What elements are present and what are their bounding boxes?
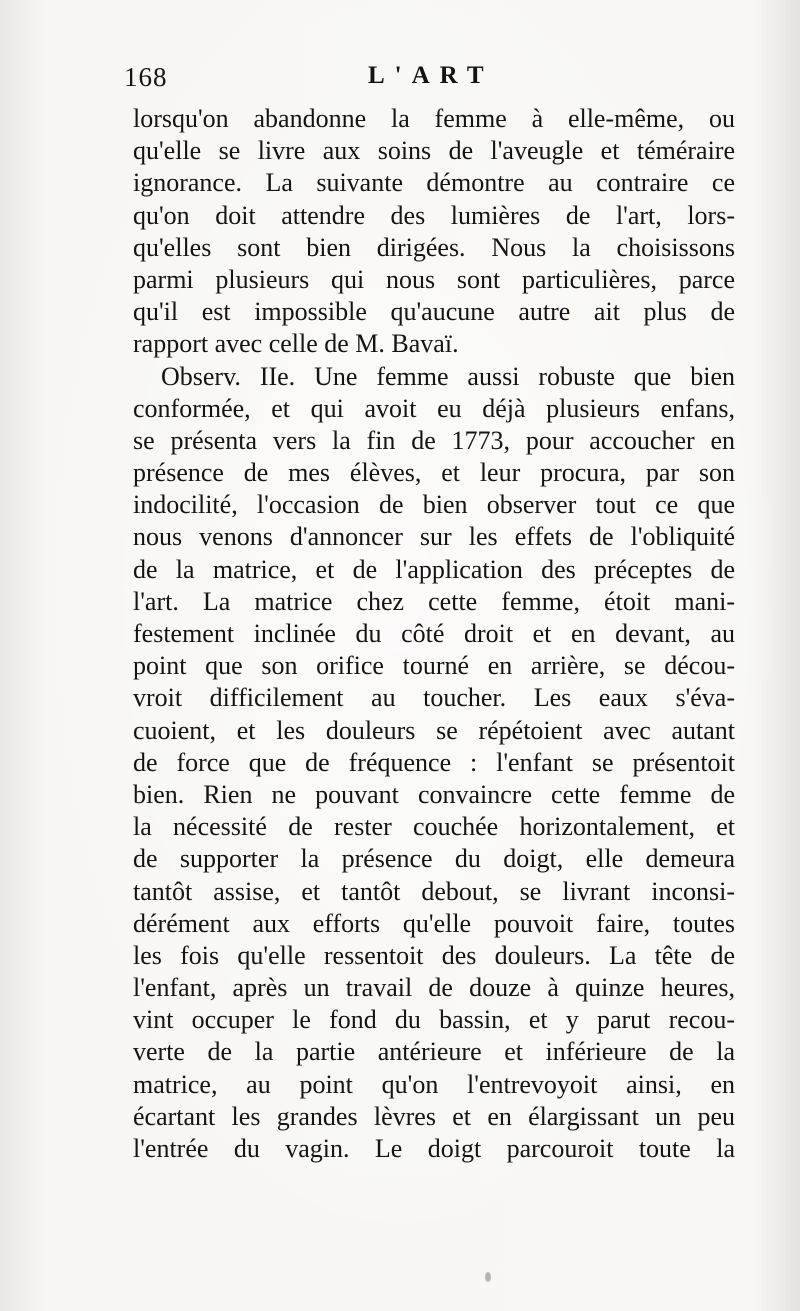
text-line: indocilité, l'occasion de bien observer tout ce que [133,490,735,520]
text-line: de force que de fréquence : l'enfant se présentoit [133,747,735,777]
text-line: les fois qu'elle ressentoit des douleurs. La tête de [133,940,735,970]
running-title: L'ART [368,62,494,89]
text-line: ignorance. La suivante démontre au contraire ce [133,168,735,198]
text-line: festement inclinée du côté droit et en devant, au [133,619,735,648]
text-line: parmi plusieurs qui nous sont particulières, parce [133,264,735,294]
running-head [0,62,800,98]
text-line: conformée, et qui avoit eu déjà plusieurs enfans, [133,393,735,423]
text-line: vroit difficilement au toucher. Les eaux s'éva- [133,683,735,713]
text-line: qu'il est impossible qu'aucune autre ait plus de [133,297,735,327]
text-line: présence de mes élèves, et leur procura, par son [133,458,735,488]
body-text [133,103,735,1165]
page-number: 168 [124,62,168,92]
text-line: l'entrée du vagin. Le doigt parcouroit toute la [133,1134,735,1163]
text-line: tantôt assise, et tantôt debout, se livrant inconsi- [133,876,735,906]
text-line: matrice, au point qu'on l'entrevoyoit ainsi, en [133,1069,735,1099]
text-line: rapport avec celle de M. Bavaï. [133,329,459,359]
text-line: point que son orifice tourné en arrière, se décou- [133,651,735,681]
text-line: vint occuper le fond du bassin, et y parut recou- [133,1005,735,1035]
text-line: qu'elles sont bien dirigées. Nous la choisissons [133,232,735,262]
text-line: nous venons d'annoncer sur les effets de l'obliquité [133,522,735,552]
text-line: se présenta vers la fin de 1773, pour accoucher en [133,425,735,455]
text-line: l'enfant, après un travail de douze à quinze heures, [133,973,735,1003]
text-line: cuoient, et les douleurs se répétoient avec autant [133,715,735,745]
text-line: dérément aux efforts qu'elle pouvoit faire, toutes [133,908,735,938]
text-line: Observ. IIe. Une femme aussi robuste que bien [161,361,735,391]
text-line: qu'on doit attendre des lumières de l'art, lors- [133,200,735,230]
text-line: la nécessité de rester couchée horizontalement, et [133,812,735,842]
ink-speck [485,1272,491,1282]
text-line: l'art. La matrice chez cette femme, étoit mani- [133,586,735,616]
text-line: écartant les grandes lèvres et en élargissant un peu [133,1101,735,1131]
text-line: lorsqu'on abandonne la femme à elle-même, ou [133,104,735,133]
text-line: de supporter la présence du doigt, elle demeura [133,844,735,874]
text-line: de la matrice, et de l'application des préceptes de [133,554,735,584]
text-line: qu'elle se livre aux soins de l'aveugle et téméraire [133,136,735,166]
text-line: verte de la partie antérieure et inférieure de la [133,1037,735,1067]
text-line: bien. Rien ne pouvant convaincre cette femme de [133,779,735,809]
